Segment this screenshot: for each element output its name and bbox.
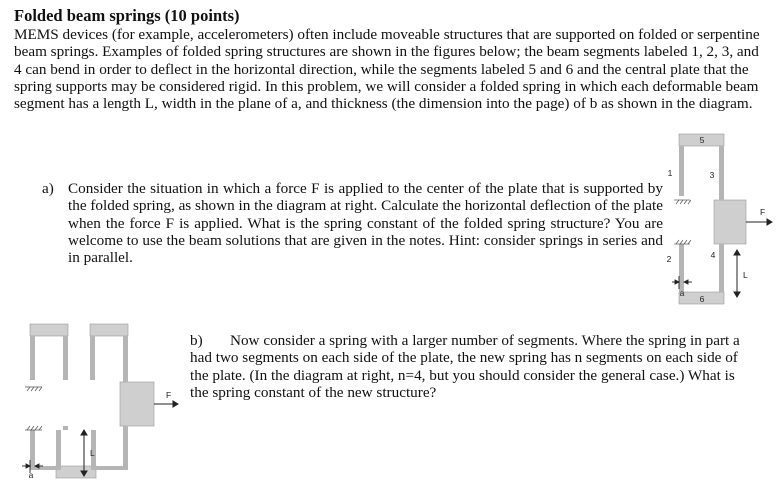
label-seg6: 6 [699,294,705,304]
label-seg3: 3 [709,170,715,180]
beam-b-link-1 [63,426,68,430]
beam-b-link-3 [91,466,128,470]
label-b-force: F [166,390,172,400]
beam-b-5 [30,430,35,470]
beam-b-4 [123,336,128,382]
central-plate-b [120,382,154,426]
label-length: L [743,270,748,280]
beam-b-link-2 [30,466,61,470]
label-seg2: 2 [666,254,672,264]
problem-intro: MEMS devices (for example, accelerometers) often include moveable structures that are supported on folded or serpentine beam springs. Examples of folded spring structures are shown in the figures below; the beam segments labeled 1, 2, 3, and 4 can bend in order to deflect in the horizontal direction, while the segments labeled 5 and 6 and the central plate that the spring supports may be considered rigid. In this problem, we will consider a folded spring in which each deformable beam segment has a length L, width in the plane of a, and thickness (the dimension into the page) of b as shown in the diagram. [14,26,760,113]
label-width: a [679,288,685,298]
beam-b-6 [56,430,61,466]
label-b-width: a [28,470,34,480]
part-b-text: Now consider a spring with a larger number of segments. Where the spring in part a had two segments on each side of the plate, the new spring has n segments on each side of the plate. (In the diagram at right, n=4, but you should consider the general case.) What is the spring constant of the new structure? [190,332,740,401]
beam-b-3 [90,336,95,380]
beam-b-2 [63,336,68,380]
rigid-top-2 [90,324,128,336]
part-a-text: Consider the situation in which a force F is applied to the center of the plate that is supported by the folded spring, as shown in the diagram at right. Calculate the horizontal deflection of the plate when the force F is applied. What is the spring constant of the folded spring structure? You are welcome to use the beam solutions that are given in the notes. Hint: consider springs in series and in parallel. [68,180,663,267]
label-seg4: 4 [710,250,716,260]
rigid-top-1 [30,324,68,336]
beam-b-1 [30,336,35,380]
label-seg5: 5 [699,135,705,145]
anchor-b-top-hatch [25,387,42,391]
label-b-length: L [90,448,95,458]
problem-title: Folded beam springs (10 points) [14,6,240,25]
part-a-label: a) [42,180,54,197]
beam-b-8 [123,426,128,466]
anchor-b-bottom-hatch [25,426,42,430]
part-b-label: b) [190,332,203,349]
label-force: F [760,207,766,217]
rigid-bottom-1 [56,466,96,478]
label-seg1: 1 [667,168,673,178]
force-arrow-b-icon [154,401,178,407]
